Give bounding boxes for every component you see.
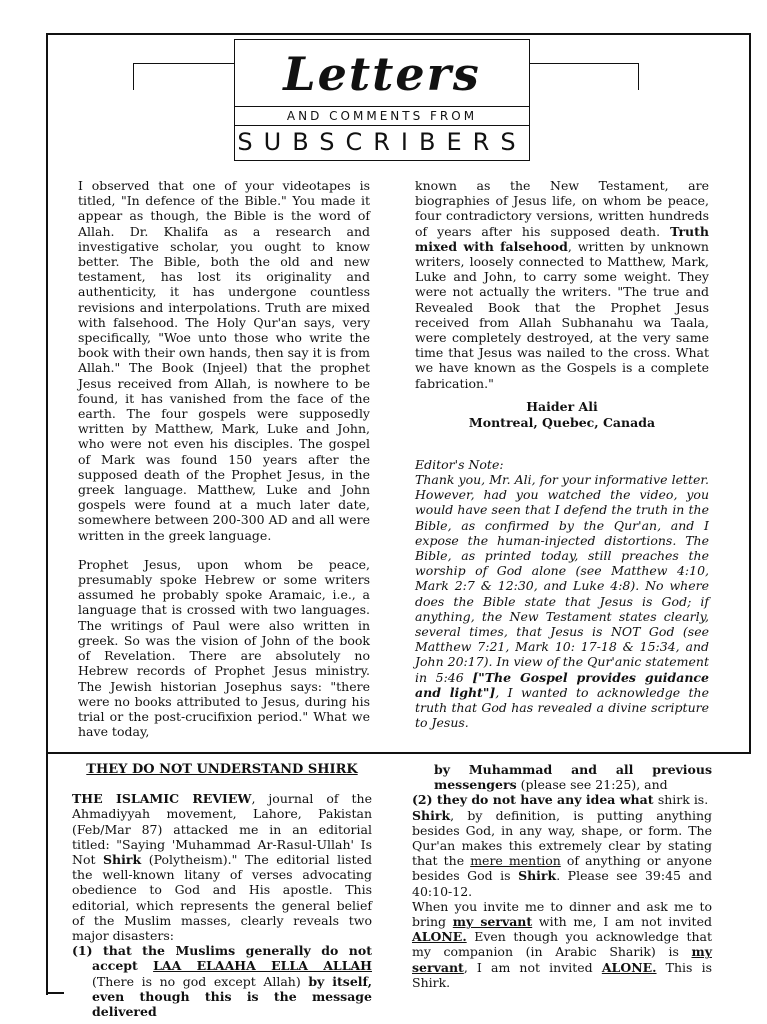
masthead-subtitle-top: AND COMMENTS FROM xyxy=(235,106,529,126)
masthead xyxy=(234,39,530,161)
shirk-paragraph-1: THE ISLAMIC REVIEW, journal of the Ahmadiyyah movement, Lahore, Pakistan (Feb/Mar 87) attacked me in an editorial titled: "Saying 'Muhammad Ar-Rasul-Ullah' Is Not Shirk (Polytheism)." The editorial listed the well-known litany of verses advocating obedience to God and His apostle. This editorial, which represents the general belief of the Muslim masses, clearly reveals two major disasters: xyxy=(72,791,372,944)
masthead-subtitle-bottom: SUBSCRIBERS xyxy=(237,128,527,156)
editor-note xyxy=(415,457,709,731)
letter-paragraph-3: known as the New Testament, are biographies of Jesus life, on whom be peace, four contradictory versions, written hundreds of years after his supposed death. Truth mixed with falsehood, written by unknown writers, loosely connected to Matthew, Mark, Luke and John, to carry some weight. They were not actually the writers. "The true and Revealed Book that the Prophet Jesus received from Allah Subhanahu wa Taala, were completely destroyed, at the very same time that Jesus was nailed to the cross. What we have known as the Gospels is a complete fabrication." xyxy=(415,178,709,391)
shirk-column-right xyxy=(412,762,712,990)
signature-name: Haider Ali xyxy=(526,398,598,414)
shirk-definition: Shirk, by definition, is putting anything besides God, in any way, shape, or form. The Qur'an makes this extremely clear by stating that the mere mention of anything or anyone besides God is Shirk. Please see 39:45 and 40:10-12. xyxy=(412,807,712,899)
islamic-review-title: THE ISLAMIC REVIEW xyxy=(72,791,252,807)
editor-note-text: Thank you, Mr. Ali, for your informative letter. However, had you watched the video, you would have seen that I defend the truth in the Bible, as confirmed by the Qur'an, and I expose the human-injected distortions. The Bible, as printed today, still preaches the worship of God alone (see Matthew 4:10, Mark 2:7 & 12:30, and Luke 4:8). No where does the Bible state that Jesus is God; if anything, the New Testament states clearly, several times, that Jesus is NOT God (see Matthew 7:21, Mark 10: 17-18 & 15:34, and John 20:17). In view of the Qur'anic statement in 5:46 ["The Gospel provides guidance and light"], I wanted to acknowledge the truth that God has revealed a divine scripture to Jesus. xyxy=(415,472,709,731)
gospel-quote: ["The Gospel provides guidance and light"] xyxy=(415,669,709,700)
shirk-column-left xyxy=(72,762,372,1019)
letter-column-right xyxy=(415,178,709,731)
shirk-heading: THEY DO NOT UNDERSTAND SHIRK xyxy=(86,762,358,777)
letter-paragraph-1: I observed that one of your videotapes is titled, "In defence of the Bible." You made it appear as though, the Bible is the word of Allah. Dr. Khalifa as a research and investigative scholar, you ought to know better. The Bible, both the old and new testament, has lost its originality and authenticity, it has undergone countless revisions and interpolations. Truth are mixed with falsehood. The Holy Qur'an says, very specifically, "Woe unto those who write the book with their own hands, then say it is from Allah." The Book (Injeel) that the prophet Jesus received from Allah, is nowhere to be found, it has vanished from the face of the earth. The four gospels were supposedly written by Matthew, Mark, Luke and John, who were not even his disciples. The gospel of Mark was found 150 years after the supposed death of the Prophet Jesus, in the greek language. Matthew, Luke and John gospels were found at a much later date, somewhere between 200-300 AD and all were written in the greek language. xyxy=(78,178,370,543)
shahada-phrase: LAA ELAAHA ELLA ALLAH xyxy=(153,958,372,974)
shirk-list-item-2: (2) they do not have any idea what shirk is. xyxy=(412,792,709,808)
letter-paragraph-2: Prophet Jesus, upon whom be peace, presumably spoke Hebrew or some writers assumed he probably spoke Aramaic, i.e., a language that is crossed with two languages. The writings of Paul were also written in greek. So was the vision of John of the book of Revelation. There are absolutely no Hebrew records of Prophet Jesus ministry. The Jewish historian Josephus says: "there were no books attributed to Jesus, during his trial or the post-crucifixion period." What we have today, xyxy=(78,556,370,740)
letter-column-left xyxy=(78,178,370,753)
corner-mark xyxy=(46,992,64,994)
truth-mixed-phrase: Truth mixed with falsehood xyxy=(415,223,709,254)
masthead-title: Letters xyxy=(283,47,481,101)
masthead-connector-left xyxy=(133,63,235,90)
signature-location: Montreal, Quebec, Canada xyxy=(468,414,656,430)
letter-signature xyxy=(415,399,709,431)
masthead-connector-right xyxy=(530,63,639,90)
shirk-list-item-1: (1) that the Muslims generally do not accept LAA ELAAHA ELLA ALLAH (There is no god except Allah) by itself, even though this is the message delivered xyxy=(72,943,372,1020)
shirk-continuation: by Muhammad and all previous messengers (please see 21:25), and xyxy=(434,762,712,793)
dinner-analogy: When you invite me to dinner and ask me to bring my servant with me, I am not invited ALONE. Even though you acknowledge that my companion (in Arabic Sharik) is my servant, I am not invited ALONE. This is Shirk. xyxy=(412,898,712,990)
editor-note-label: Editor's Note: xyxy=(415,456,504,472)
